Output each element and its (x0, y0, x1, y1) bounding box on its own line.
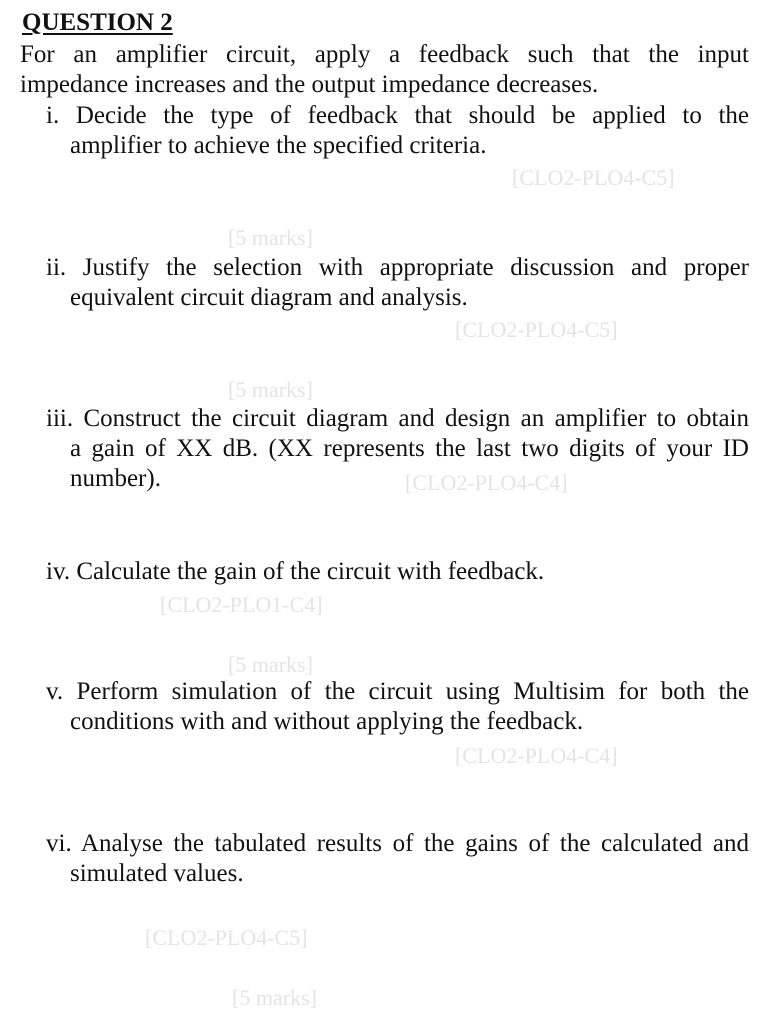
faded-mark-annotation: [CLO2-PLO4-C4] (455, 743, 618, 768)
sub-question-i-line-2: amplifier to achieve the specified criteria. (70, 132, 487, 159)
sub-question-i-line-1: i. Decide the type of feedback that should be applied to the (46, 102, 749, 129)
sub-question-vi-line-1: vi. Analyse the tabulated results of the gains of the calculated and (46, 830, 749, 857)
faded-mark-annotation: [5 marks] (232, 985, 317, 1010)
faded-mark-annotation: [CLO2-PLO4-C5] (455, 317, 618, 342)
sub-question-ii-line-1: ii. Justify the selection with appropriate discussion and proper (46, 254, 749, 281)
question-heading: QUESTION 2 (22, 9, 173, 36)
sub-question-iii (46, 404, 749, 494)
faded-mark-annotation: [5 marks] (228, 652, 313, 677)
sub-question-iii-line-1: iii. Construct the circuit diagram and design an amplifier to obtain (46, 405, 749, 432)
question-intro (20, 40, 749, 100)
faded-mark-annotation: [CLO2-PLO1-C4] (160, 592, 323, 617)
sub-question-iv (46, 557, 749, 587)
sub-question-vi (46, 829, 749, 889)
sub-question-iii-line-2: a gain of XX dB. (XX represents the last two digits of your ID (70, 435, 749, 462)
sub-question-i (46, 101, 749, 161)
sub-question-v-line-2: conditions with and without applying the feedback. (70, 708, 584, 735)
faded-mark-annotation: [CLO2-PLO4-C4] (405, 470, 568, 495)
sub-question-ii-line-2: equivalent circuit diagram and analysis. (70, 284, 468, 311)
sub-question-v (46, 677, 749, 737)
faded-mark-annotation: [CLO2-PLO4-C5] (145, 925, 308, 950)
sub-question-v-line-1: v. Perform simulation of the circuit using Multisim for both the (46, 678, 749, 705)
faded-mark-annotation: [5 marks] (228, 225, 313, 250)
faded-mark-annotation: [CLO2-PLO4-C5] (512, 165, 675, 190)
sub-question-ii (46, 253, 749, 313)
sub-question-iv-line-1: iv. Calculate the gain of the circuit with feedback. (46, 558, 545, 585)
faded-mark-annotation: [5 marks] (228, 377, 313, 402)
intro-line-1: For an amplifier circuit, apply a feedback such that the input (20, 41, 749, 68)
sub-question-vi-line-2: simulated values. (70, 860, 244, 887)
sub-question-iii-line-3: number). (70, 465, 161, 492)
intro-line-2: impedance increases and the output impedance decreases. (20, 71, 599, 98)
